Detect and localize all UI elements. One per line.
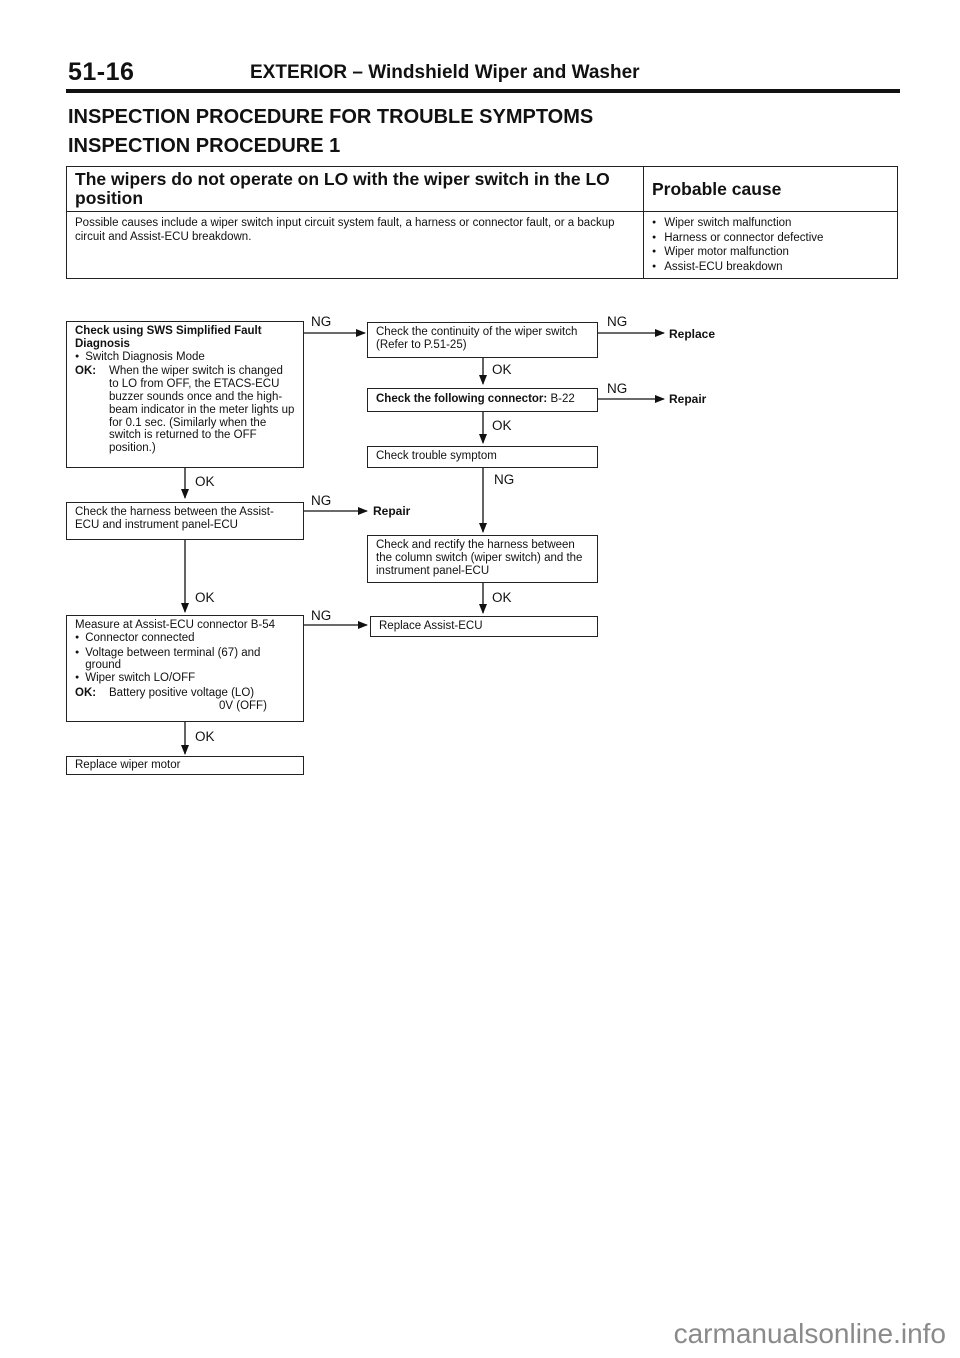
ng-label: NG — [494, 472, 515, 487]
symptom-title: The wipers do not operate on LO with the wiper switch in the LO position — [75, 169, 610, 208]
page-number: 51-16 — [68, 58, 135, 86]
step-title: Measure at Assist-ECU connector B-54 — [75, 619, 276, 631]
section-title: EXTERIOR – Windshield Wiper and Washer — [250, 62, 640, 83]
cause-item: ● Wiper motor malfunction — [652, 246, 889, 261]
step-text: Check trouble symptom — [376, 450, 497, 462]
bullet-marker — [75, 647, 85, 673]
step-check-harness — [66, 502, 304, 540]
step-check-continuity — [367, 322, 598, 358]
ok-label: OK — [492, 590, 512, 605]
step-bullet: ● Connector connected — [75, 632, 295, 647]
ok-label: OK — [195, 590, 215, 605]
ok-text: Battery positive voltage (LO) — [109, 686, 255, 699]
step-text: Replace Assist-ECU — [379, 620, 483, 632]
ok-criteria — [75, 687, 295, 700]
ok-criteria — [75, 365, 295, 455]
step-text: Check the harness between the Assist-ECU and instrument panel-ECU — [75, 506, 274, 531]
step-text: Check the continuity of the wiper switch — [376, 326, 578, 338]
ng-label: NG — [311, 493, 332, 508]
step-title: Check using SWS Simplified Fault Diagnosis — [75, 325, 262, 350]
result-replace: Replace — [669, 327, 716, 341]
cause-item: ● Assist-ECU breakdown — [652, 261, 889, 276]
step-bullet: ● Switch Diagnosis Mode — [75, 351, 295, 366]
step-sws-diagnosis — [66, 321, 304, 468]
ng-label: NG — [607, 381, 628, 396]
probable-cause-header: Probable cause — [644, 167, 898, 212]
ok-label: OK: — [75, 686, 97, 699]
ok-label: OK — [492, 362, 512, 377]
step-reference: (Refer to P.51-25) — [376, 338, 467, 351]
step-bullet-row — [75, 647, 295, 673]
ok-label: OK: — [75, 365, 97, 378]
ng-label: NG — [607, 314, 628, 329]
symptom-description: Possible causes include a wiper switch input circuit system fault, a harness or connector fault, or a backup circuit and Assist-ECU breakdown. — [67, 212, 644, 279]
result-repair: Repair — [373, 504, 411, 518]
ok-text: When the wiper switch is changed to LO from OFF, the ETACS-ECU buzzer sounds once and the high-beam indicator in the meter lights up for 0.1 sec. (Similarly when the switch is returned to the OFF position.) — [109, 365, 295, 455]
footer-watermark: carmanualsonline.info — [673, 1318, 946, 1349]
ng-label: NG — [311, 314, 332, 329]
step-text: Replace wiper motor — [75, 759, 181, 771]
step-check-connector — [367, 388, 598, 412]
sub-heading: INSPECTION PROCEDURE 1 — [68, 135, 341, 157]
step-bullet: Voltage between terminal (67) and ground — [85, 646, 261, 672]
cause-item: ● Harness or connector defective — [652, 232, 889, 247]
ok-label: OK — [492, 418, 512, 433]
ok-text-line2: 0V (OFF) — [219, 699, 267, 712]
step-replace-motor — [66, 756, 304, 775]
connector-code: B-22 — [550, 393, 575, 405]
step-bullet: ● Wiper switch LO/OFF — [75, 672, 295, 687]
cause-item: ● Wiper switch malfunction — [652, 217, 889, 232]
step-measure-connector — [66, 615, 304, 722]
step-label: Check the following connector: — [376, 393, 548, 405]
result-repair: Repair — [669, 392, 707, 406]
step-text: Check and rectify the harness between the column switch (wiper switch) and the instrument panel-ECU — [376, 539, 583, 577]
ok-label: OK — [195, 474, 215, 489]
step-check-symptom — [367, 446, 598, 468]
ng-label: NG — [311, 608, 332, 623]
step-rectify-harness — [367, 535, 598, 583]
main-heading: INSPECTION PROCEDURE FOR TROUBLE SYMPTOMS — [68, 106, 594, 128]
step-replace-ecu — [370, 616, 598, 637]
ok-label: OK — [195, 729, 215, 744]
